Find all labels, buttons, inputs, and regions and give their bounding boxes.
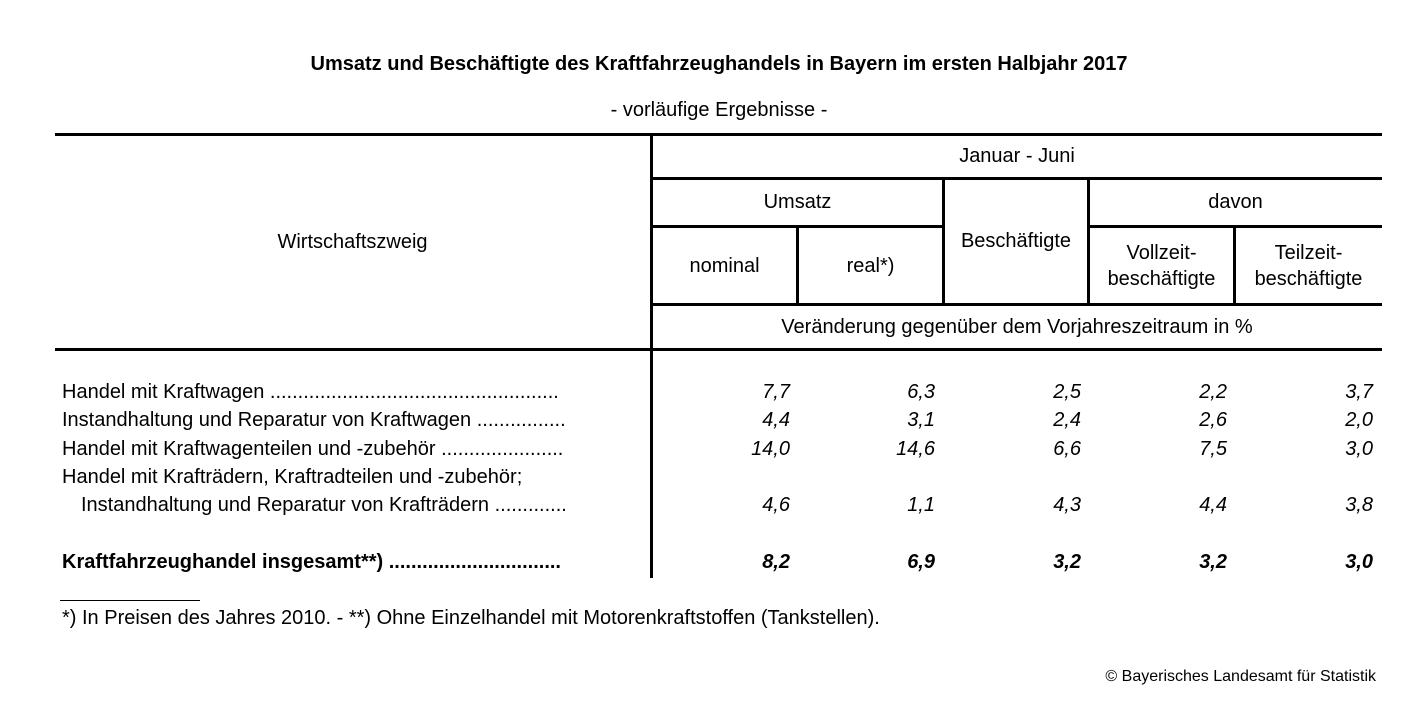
top-rule: [55, 133, 1382, 136]
row-label: Instandhaltung und Reparatur von Kraftwagen ................: [62, 409, 566, 431]
teilzeit-line2: beschäftigte: [1254, 268, 1363, 290]
cell-real: 6,3: [907, 381, 935, 403]
cell-vollzeit: 4,4: [1199, 494, 1227, 516]
vollzeit-header: [1090, 240, 1233, 292]
teilzeit-header: [1236, 240, 1381, 292]
row-label: Handel mit Krafträdern, Kraftradteilen und -zubehör;: [62, 466, 523, 488]
cell-real: 14,6: [896, 438, 935, 460]
cell-teilzeit: 3,8: [1345, 494, 1373, 516]
cell-teilzeit: 2,0: [1345, 409, 1373, 431]
cell-nominal: 4,6: [762, 494, 790, 516]
cell-vollzeit: 2,2: [1199, 381, 1227, 403]
davon-header: davon: [1208, 191, 1263, 213]
table-subtitle: - vorläufige Ergebnisse -: [610, 99, 828, 121]
cell-real: 1,1: [907, 494, 935, 516]
nominal-header: nominal: [689, 255, 760, 277]
beschaeftigte-header: Beschäftigte: [960, 230, 1072, 252]
vollzeit-line2: beschäftigte: [1107, 268, 1216, 290]
total-label: Kraftfahrzeughandel insgesamt**) ...............................: [62, 551, 561, 573]
footnote: *) In Preisen des Jahres 2010. - **) Ohne Einzelhandel mit Motorenkraftstoffen (Tankstellen).: [62, 607, 880, 629]
cell-nominal: 4,4: [762, 409, 790, 431]
unit-header: Veränderung gegenüber dem Vorjahreszeitraum in %: [781, 316, 1253, 338]
umsatz-header: Umsatz: [763, 191, 832, 213]
period-rule: [651, 177, 1382, 180]
cell-vollzeit: 2,6: [1199, 409, 1227, 431]
row-label: Handel mit Kraftwagen ....................................................: [62, 381, 559, 403]
unit-top-rule: [651, 303, 1382, 306]
header-bottom-rule: [55, 348, 1382, 351]
total-beschaeftigte: 3,2: [1053, 551, 1081, 573]
row-label-header: Wirtschaftszweig: [277, 231, 428, 253]
total-vollzeit: 3,2: [1199, 551, 1227, 573]
real-header: real*): [846, 255, 895, 277]
teilzeit-line1: Teilzeit-: [1274, 242, 1343, 264]
cell-vollzeit: 7,5: [1199, 438, 1227, 460]
copyright-notice: © Bayerisches Landesamt für Statistik: [1105, 668, 1376, 685]
table-title: Umsatz und Beschäftigte des Kraftfahrzeughandels in Bayern im ersten Halbjahr 2017: [310, 53, 1128, 75]
row-label: Instandhaltung und Reparatur von Krafträdern .............: [81, 494, 567, 516]
footnote-rule: [60, 600, 200, 601]
cell-teilzeit: 3,0: [1345, 438, 1373, 460]
period-header: Januar - Juni: [959, 145, 1075, 167]
vollzeit-line1: Vollzeit-: [1126, 242, 1197, 264]
total-teilzeit: 3,0: [1345, 551, 1373, 573]
cell-beschaeftigte: 4,3: [1053, 494, 1081, 516]
cell-real: 3,1: [907, 409, 935, 431]
cell-nominal: 7,7: [762, 381, 790, 403]
total-nominal: 8,2: [762, 551, 790, 573]
cell-beschaeftigte: 2,5: [1053, 381, 1081, 403]
cell-teilzeit: 3,7: [1345, 381, 1373, 403]
cell-beschaeftigte: 2,4: [1053, 409, 1081, 431]
row-label: Handel mit Kraftwagenteilen und -zubehör ......................: [62, 438, 564, 460]
total-real: 6,9: [907, 551, 935, 573]
cell-nominal: 14,0: [751, 438, 790, 460]
cell-beschaeftigte: 6,6: [1053, 438, 1081, 460]
